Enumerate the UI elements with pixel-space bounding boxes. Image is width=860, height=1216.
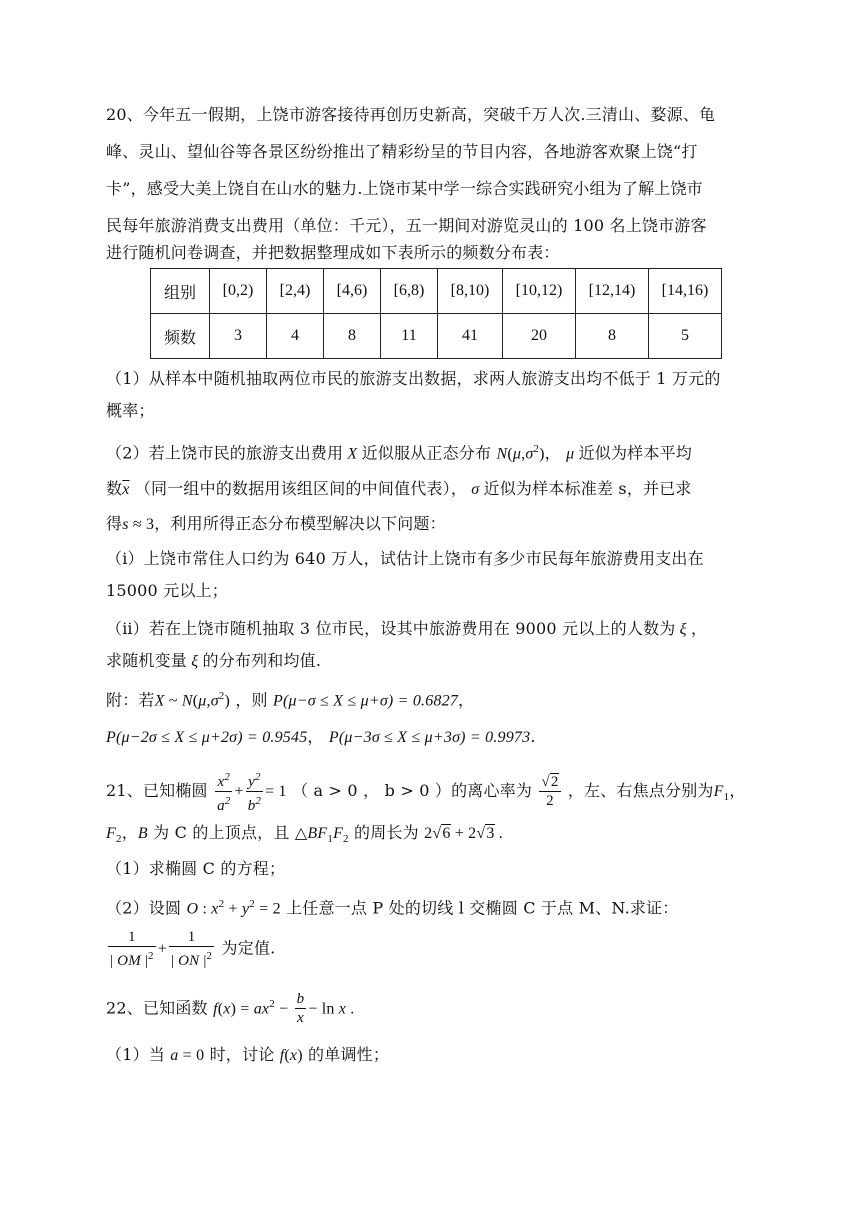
text: （ⅱ）若在上饶市随机抽取 3 位市民，设其中旅游费用在 9000 元以上的人数为: [106, 619, 676, 638]
fraction: $\frac{√2}{2}$: [541, 774, 559, 809]
text: 近似为样本平均: [578, 443, 692, 463]
text: ，: [690, 619, 708, 638]
text: 求随机变量: [106, 651, 188, 670]
q21-part1: （1）求椭圆 C 的方程；: [106, 859, 286, 878]
table-cell: 11: [381, 314, 438, 359]
text: 数: [106, 479, 123, 498]
text: ，左、右焦点分别为: [567, 781, 714, 800]
table-cell: [4,6): [324, 269, 381, 314]
table-cell: 41: [438, 314, 503, 359]
q20-line-3: 卡”，感受大美上饶自在山水的魅力.上饶市某中学一综合实践研究小组为了解上饶市: [106, 179, 703, 198]
table-row-groups: [151, 269, 722, 314]
formula-2sigma: P(μ−2σ ≤ X ≤ μ+2σ) = 0.9545: [106, 729, 308, 746]
q20-sub-ii-line-1: （ⅱ）若在上饶市随机抽取 3 位市民，设其中旅游费用在 9000 元以上的人数为 ξ ，: [106, 619, 708, 638]
table-cell: [8,10): [438, 269, 503, 314]
table-header-group: 组别: [151, 269, 210, 314]
fraction: $\frac{b}{x}$: [296, 991, 305, 1027]
text: ，则: [235, 690, 268, 710]
q20-sub-ii-line-2: 求随机变量 ξ 的分布列和均值.: [106, 651, 322, 670]
text: 近似为样本标准差 s，并已求: [483, 479, 692, 498]
table-cell: [14,16): [649, 269, 722, 314]
q21-part2-line-2: $\frac{1}{| OM |^2}$ + $\frac{1}{| ON |^2}$ 为定值.: [110, 929, 276, 969]
table-cell: 4: [267, 314, 324, 359]
text: ，利用所得正态分布模型解决以下问题：: [154, 514, 446, 533]
q22-part1: （1）当 a = 0 时，讨论 f(x) 的单调性；: [106, 1045, 390, 1064]
text: 21、已知椭圆: [106, 781, 208, 800]
text: （2）设圆: [106, 898, 182, 918]
q20-part2-line-1: （2）若上饶市民的旅游支出费用 X 近似服从正态分布 $N(\mu,\sigma^2)$， μ 近似为样本平均: [106, 443, 692, 463]
table-cell: 8: [324, 314, 381, 359]
q22-line-1: 22、已知函数 $f(x) = ax^2$ − $\frac{b}{x}$ − ln x .: [106, 991, 355, 1027]
text: 的分布列和均值.: [202, 651, 322, 670]
q21-line-1: 21、已知椭圆 $\frac{x^2}{a^2}$ + $\frac{y^2}{b^2}$ = 1 （ a > 0 ， b > 0 ）的离心率为 $\frac{√2}{2}$ ，左、右焦点分别为$F_1$，: [106, 768, 746, 817]
q20-part2-line-2: 数$\overline{x}$ （同一组中的数据用该组区间的中间值代表）， σ 近似为样本标准差 s，并已求: [106, 479, 692, 498]
table-cell: [2,4): [267, 269, 324, 314]
q20-line-4: 民每年旅游消费支出费用（单位：千元），五一期间对游览灵山的 100 名上饶市游客: [106, 216, 707, 235]
q21-part2-line-1: （2）设圆 O : $x^2 + y^2 = 2$ 上任意一点 P 处的切线 l 交椭圆 C 于点 M、N.求证：: [106, 898, 679, 918]
text: （ a > 0 ， b > 0 ）的离心率为: [292, 781, 533, 800]
table-cell: [0,2): [210, 269, 267, 314]
table-cell: 20: [503, 314, 576, 359]
q20-line-1: 20、今年五一假期，上饶市游客接待再创历史新高，突破千万人次.三清山、婺源、龟: [106, 105, 716, 124]
text: 为 C 的上顶点，且: [153, 823, 290, 842]
text: 时，讨论: [209, 1045, 275, 1064]
text: 的单调性；: [308, 1045, 390, 1064]
table-header-count: 频数: [151, 314, 210, 359]
text: ，: [544, 443, 561, 463]
q20-part1-line-2: 概率；: [106, 401, 155, 420]
table-cell: 8: [576, 314, 649, 359]
fraction: $\frac{1}{| OM |^2}$: [110, 929, 154, 969]
appendix-line-1: 附：若X ~ $N(\mu,\sigma^2)$ ，则 P(μ−σ ≤ X ≤ μ+σ) = 0.6827，: [106, 690, 475, 710]
text: ，: [121, 823, 138, 842]
text: 附：若: [106, 690, 155, 710]
text: （1）当: [106, 1045, 165, 1064]
q20-line-5: 进行随机问卷调查，并把数据整理成如下表所示的频数分布表：: [106, 243, 560, 262]
text: （2）若上饶市民的旅游支出费用: [106, 443, 344, 463]
q20-sub-i-line-1: （ⅰ）上饶市常住人口约为 640 万人，试估计上饶市有多少市民每年旅游费用支出在: [106, 549, 704, 568]
appendix-line-2: P(μ−2σ ≤ X ≤ μ+2σ) = 0.9545， P(μ−3σ ≤ X ≤ μ+3σ) = 0.9973.: [106, 727, 536, 746]
q20-part2-line-3: 得s ≈ 3，利用所得正态分布模型解决以下问题：: [106, 514, 446, 533]
text: 的周长为: [354, 823, 419, 842]
fraction: $\frac{y^2}{b^2}$: [246, 768, 263, 815]
text: （同一组中的数据用该组区间的中间值代表），: [134, 479, 468, 498]
q20-sub-i-line-2: 15000 元以上；: [106, 581, 228, 600]
table-cell: 5: [649, 314, 722, 359]
formula-1sigma: P(μ−σ ≤ X ≤ μ+σ) = 0.6827: [273, 692, 459, 710]
table-cell: [6,8): [381, 269, 438, 314]
fraction: $\frac{x^2}{a^2}$: [215, 768, 232, 815]
table-row-counts: [151, 314, 722, 359]
q20-part1-line-1: （1）从样本中随机抽取两位市民的旅游支出数据，求两人旅游支出均不低于 1 万元的: [106, 369, 721, 388]
q21-line-2: $F_2$，B 为 C 的上顶点，且 $\triangle BF_1F_2$ 的周长为 2√6 + 2√3 .: [106, 823, 503, 846]
table-cell: [10,12): [503, 269, 576, 314]
fraction: $\frac{1}{| ON |^2}$: [170, 929, 213, 969]
q20-line-2: 峰、灵山、望仙谷等各景区纷纷推出了精彩纷呈的节目内容，各地游客欢聚上饶“打: [106, 142, 698, 161]
table-cell: 3: [210, 314, 267, 359]
text: 近似服从正态分布: [361, 443, 492, 463]
formula-3sigma: P(μ−3σ ≤ X ≤ μ+3σ) = 0.9973: [328, 729, 531, 746]
text: 为定值.: [221, 938, 276, 958]
table-cell: [12,14): [576, 269, 649, 314]
text: 上任意一点 P 处的切线 l 交椭圆 C 于点 M、N.求证：: [286, 898, 679, 918]
frequency-table: [150, 268, 722, 359]
text: 得: [106, 514, 123, 533]
text: 22、已知函数: [106, 998, 208, 1018]
